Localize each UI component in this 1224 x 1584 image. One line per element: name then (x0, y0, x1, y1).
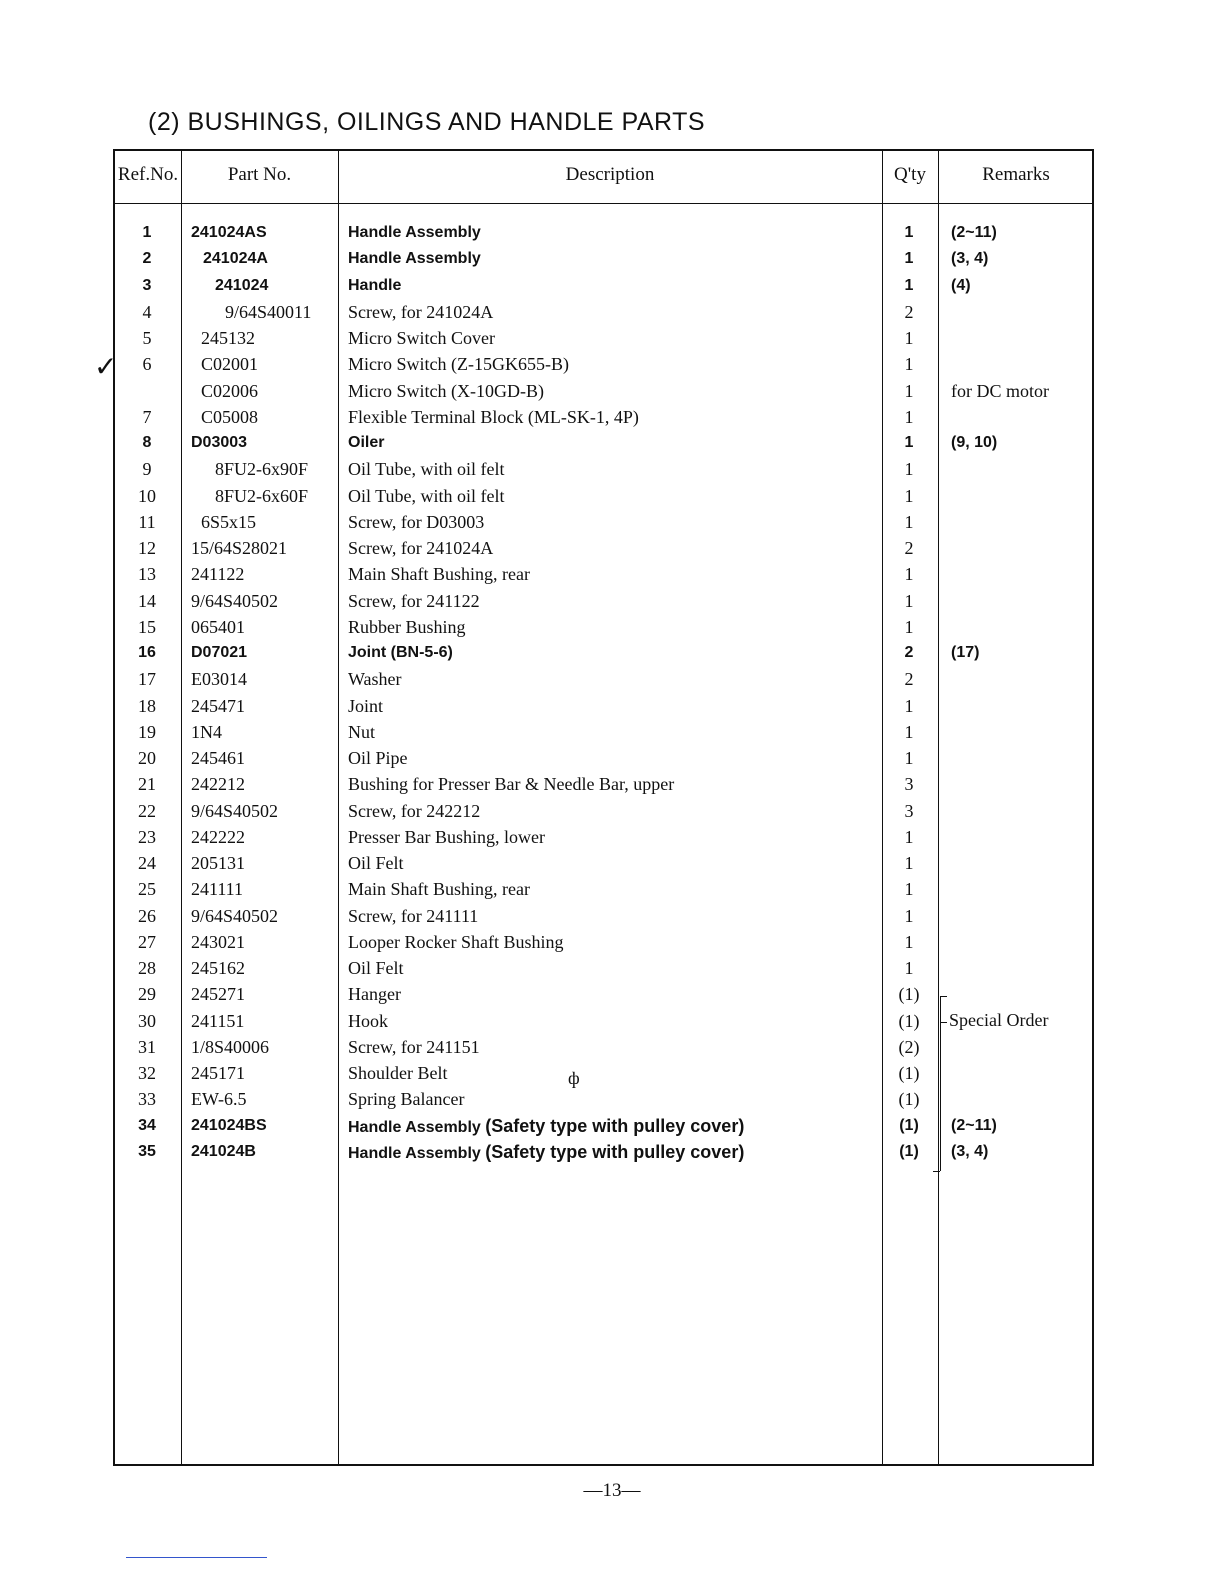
table-row (115, 745, 1092, 771)
table-row (115, 876, 1092, 902)
description-text: Oil Felt (348, 958, 404, 978)
table-row (115, 1113, 1092, 1139)
description (348, 430, 878, 456)
description-text: Micro Switch Cover (348, 328, 495, 348)
part-number: 241151 (191, 1010, 245, 1031)
description-text: Hook (348, 1010, 388, 1031)
ref-number: 25 (138, 879, 156, 900)
quantity: 3 (904, 800, 914, 821)
ref-number: 3 (142, 276, 152, 294)
description-text: Screw, for D03003 (348, 511, 485, 532)
part-number: 9/64S40502 (191, 590, 279, 611)
ref-number: 34 (138, 1116, 156, 1134)
part-number: 241024BS (191, 1116, 267, 1134)
remarks (951, 614, 1091, 640)
description-text: Oil Tube, with oil felt (348, 485, 505, 506)
remarks (951, 561, 1091, 587)
description (348, 640, 878, 666)
remarks (951, 745, 1091, 771)
remarks (951, 876, 1091, 902)
table-row (115, 719, 1092, 745)
table-row (115, 404, 1092, 430)
description-text: Micro Switch (X-10GD-B) (348, 380, 544, 401)
ref-number: 30 (138, 1010, 156, 1031)
part-number: 8FU2-6x90F (215, 459, 309, 480)
table-row (115, 1086, 1092, 1112)
remarks (951, 325, 1091, 351)
description-text: Main Shaft Bushing, rear (348, 879, 530, 900)
ref-number: 11 (138, 511, 156, 532)
description-text: Oil Pipe (348, 748, 408, 768)
description (348, 456, 878, 482)
ref-number: 16 (138, 644, 156, 661)
ref-number: 2 (142, 250, 152, 268)
bracket-tick (940, 1022, 947, 1023)
table-row (115, 456, 1092, 482)
remarks (951, 824, 1091, 850)
part-number: 245471 (191, 695, 245, 716)
table-row (115, 1008, 1092, 1034)
remarks (951, 509, 1091, 535)
description-text: Joint (348, 695, 384, 716)
description-text: Screw, for 242212 (348, 800, 481, 821)
description (348, 509, 878, 535)
remarks (951, 719, 1091, 745)
table-row (115, 666, 1092, 692)
ref-number: 31 (138, 1036, 156, 1057)
description (348, 666, 878, 692)
quantity: 1 (904, 616, 914, 637)
ref-number: 26 (138, 905, 156, 926)
quantity: 1 (904, 748, 914, 768)
description-text: Hanger (348, 984, 401, 1005)
part-number: 065401 (191, 616, 245, 637)
remarks (951, 1060, 1091, 1086)
table-row (115, 1060, 1092, 1086)
part-number: D07021 (191, 644, 248, 661)
remarks: (9, 10) (951, 434, 998, 451)
header-part: Part No. (227, 164, 292, 185)
description (348, 876, 878, 902)
quantity: 1 (904, 931, 914, 952)
ref-number: 14 (138, 590, 156, 611)
description-text: Screw, for 241024A (348, 301, 494, 322)
description (348, 273, 878, 299)
quantity: 1 (904, 406, 914, 427)
ref-number: 10 (138, 485, 156, 506)
quantity: 1 (904, 695, 914, 716)
quantity: (1) (898, 1089, 920, 1110)
description (348, 325, 878, 351)
remarks (951, 850, 1091, 876)
part-number: D03003 (191, 434, 248, 451)
description-text: Spring Balancer (348, 1089, 465, 1110)
ref-number: 27 (138, 931, 156, 952)
description-text: Nut (348, 721, 375, 742)
page-title: (2) BUSHINGS, OILINGS AND HANDLE PARTS (148, 108, 706, 136)
part-number: 245171 (191, 1063, 245, 1083)
description (348, 535, 878, 561)
quantity: 1 (904, 459, 914, 480)
quantity: (1) (898, 1063, 920, 1083)
ref-number: 15 (138, 616, 156, 637)
page-number: —13— (583, 1480, 641, 1501)
quantity: 1 (904, 564, 914, 585)
remarks (951, 903, 1091, 929)
part-number: 241024A (203, 250, 268, 268)
remarks: (2~11) (951, 224, 997, 241)
table-row (115, 771, 1092, 797)
quantity: 2 (904, 669, 914, 690)
remarks (951, 1034, 1091, 1060)
ref-number: 20 (138, 748, 156, 768)
description (348, 771, 878, 797)
ref-number: 32 (138, 1063, 156, 1083)
remarks (951, 404, 1091, 430)
remarks (951, 588, 1091, 614)
part-number: 241024AS (191, 224, 267, 241)
table-row (115, 903, 1092, 929)
table-row (115, 351, 1092, 377)
description-text: Joint (BN-5-6) (348, 644, 453, 661)
header-description: Description (565, 164, 655, 185)
description-text: Screw, for 241151 (348, 1036, 480, 1057)
ref-number: 5 (142, 328, 152, 348)
table-row (115, 693, 1092, 719)
table-row (115, 325, 1092, 351)
description-text: Screw, for 241122 (348, 590, 480, 611)
stray-mark-icon: ф (568, 1068, 580, 1088)
description (348, 693, 878, 719)
remarks (951, 981, 1091, 1007)
quantity: 1 (904, 485, 914, 506)
quantity: (2) (898, 1036, 920, 1057)
description-text: Micro Switch (Z-15GK655-B) (348, 354, 569, 375)
table-row (115, 220, 1092, 246)
table-row (115, 929, 1092, 955)
table-row (115, 981, 1092, 1007)
description-text: Oil Felt (348, 853, 404, 873)
part-number: 241024B (191, 1142, 256, 1160)
ref-number: 4 (142, 301, 152, 322)
ref-number: 7 (142, 406, 152, 427)
part-number: 242212 (191, 774, 245, 795)
part-number: E03014 (191, 669, 247, 690)
description-text: Handle Assembly (348, 1144, 481, 1162)
part-number: 6S5x15 (201, 511, 257, 532)
part-number: 9/64S40011 (225, 301, 312, 322)
description-text: Looper Rocker Shaft Bushing (348, 931, 564, 952)
description (348, 1060, 878, 1086)
quantity: 1 (904, 590, 914, 611)
description-text: Handle Assembly (348, 224, 481, 241)
ref-number: 19 (138, 721, 156, 742)
description (348, 246, 878, 272)
remarks (951, 798, 1091, 824)
description-text: Screw, for 241024A (348, 538, 494, 558)
part-number: C02006 (201, 380, 259, 401)
part-number: 245132 (201, 328, 255, 348)
description (348, 798, 878, 824)
description (348, 614, 878, 640)
quantity: 1 (904, 853, 914, 873)
ref-number: 18 (138, 695, 156, 716)
description (348, 981, 878, 1007)
remarks: (17) (951, 644, 980, 661)
remarks (951, 535, 1091, 561)
remarks (951, 955, 1091, 981)
remarks: (2~11) (951, 1116, 997, 1134)
part-number: 8FU2-6x60F (215, 485, 309, 506)
quantity: 1 (904, 958, 914, 978)
table-row (115, 614, 1092, 640)
remarks (951, 771, 1091, 797)
description (348, 1113, 878, 1139)
table-row (115, 1034, 1092, 1060)
part-number: 205131 (191, 853, 245, 873)
quantity: 1 (904, 721, 914, 742)
ref-number: 23 (138, 826, 156, 847)
description (348, 824, 878, 850)
table-row (115, 246, 1092, 272)
header-divider (115, 203, 1092, 204)
table-row (115, 430, 1092, 456)
remarks: (3, 4) (951, 1142, 989, 1160)
part-number: 245461 (191, 748, 245, 768)
part-number: 241122 (191, 564, 245, 585)
part-number: 241024 (215, 276, 269, 294)
ref-number: 21 (138, 774, 156, 795)
remarks (951, 456, 1091, 482)
ref-number: 1 (142, 224, 152, 241)
ref-number: 35 (138, 1142, 156, 1160)
ref-number: 8 (142, 434, 152, 451)
remarks (951, 483, 1091, 509)
table-row (115, 1139, 1092, 1165)
table-row (115, 955, 1092, 981)
table-row (115, 561, 1092, 587)
ref-number: 22 (138, 800, 156, 821)
quantity: 2 (904, 301, 914, 322)
description (348, 719, 878, 745)
table-row (115, 273, 1092, 299)
description (348, 220, 878, 246)
header-qty: Q'ty (894, 164, 926, 185)
quantity: 2 (904, 644, 914, 661)
description (348, 955, 878, 981)
table-row (115, 299, 1092, 325)
ref-number (115, 378, 179, 404)
ref-number: 13 (138, 564, 156, 585)
ref-number: 28 (138, 958, 156, 978)
description-text: Handle Assembly (348, 1118, 481, 1136)
remarks (951, 929, 1091, 955)
description (348, 351, 878, 377)
ref-number: 33 (138, 1089, 156, 1110)
description (348, 561, 878, 587)
ref-number: 9 (142, 459, 152, 480)
table-row (115, 640, 1092, 666)
description-text: Screw, for 241111 (348, 905, 479, 926)
remarks (951, 666, 1091, 692)
part-number: 242222 (191, 826, 245, 847)
quantity: 1 (904, 905, 914, 926)
parts-table (113, 149, 1094, 1466)
description (348, 850, 878, 876)
description (348, 1139, 878, 1165)
quantity: 1 (904, 434, 914, 451)
remarks (951, 351, 1091, 377)
remarks: (3, 4) (951, 250, 989, 268)
table-row (115, 850, 1092, 876)
quantity: 1 (904, 354, 914, 375)
header-remarks: Remarks (982, 164, 1050, 185)
description (348, 1034, 878, 1060)
description (348, 1086, 878, 1112)
description (348, 588, 878, 614)
remarks (951, 693, 1091, 719)
quantity: 1 (904, 879, 914, 900)
description-note: (Safety type with pulley cover) (485, 1115, 745, 1136)
description-text: Handle Assembly (348, 250, 481, 268)
part-number: C02001 (201, 354, 259, 375)
description-note: (Safety type with pulley cover) (485, 1141, 745, 1162)
ref-number: 6 (142, 354, 152, 375)
table-row (115, 798, 1092, 824)
quantity: 2 (904, 538, 914, 558)
table-row (115, 378, 1092, 404)
remarks: for DC motor (951, 380, 1049, 401)
quantity: 1 (904, 276, 914, 294)
footer-rule (126, 1557, 267, 1558)
quantity: 1 (904, 380, 914, 401)
description (348, 745, 878, 771)
part-number: 1N4 (191, 721, 222, 742)
table-row (115, 824, 1092, 850)
check-mark-icon: ✓ (94, 350, 118, 383)
bracket-tick (940, 996, 947, 997)
remarks (951, 1086, 1091, 1112)
part-number: C05008 (201, 406, 259, 427)
description (348, 929, 878, 955)
description-text: Oiler (348, 434, 385, 451)
ref-number: 12 (138, 538, 156, 558)
quantity: 1 (904, 511, 914, 532)
description-text: Presser Bar Bushing, lower (348, 826, 545, 847)
part-number: 15/64S28021 (191, 538, 288, 558)
remarks: (4) (951, 276, 971, 294)
description (348, 1008, 878, 1034)
table-row (115, 483, 1092, 509)
quantity: (1) (898, 984, 920, 1005)
description-text: Flexible Terminal Block (ML-SK-1, 4P) (348, 406, 639, 427)
part-number: 1/8S40006 (191, 1036, 270, 1057)
description (348, 404, 878, 430)
description-text: Washer (348, 669, 402, 690)
part-number: 245271 (191, 984, 245, 1005)
quantity: (1) (898, 1010, 920, 1031)
part-number: 241111 (191, 879, 243, 900)
quantity: (1) (899, 1116, 919, 1134)
quantity: 1 (904, 250, 914, 268)
description (348, 378, 878, 404)
table-row (115, 588, 1092, 614)
quantity: 1 (904, 328, 914, 348)
part-number: 245162 (191, 958, 245, 978)
description-text: Rubber Bushing (348, 616, 466, 637)
special-order-label: Special Order (949, 1010, 1049, 1030)
bracket-tick (933, 1171, 940, 1172)
ref-number: 29 (138, 984, 156, 1005)
quantity: 1 (904, 826, 914, 847)
part-number: 243021 (191, 931, 245, 952)
table-row (115, 509, 1092, 535)
part-number: EW-6.5 (191, 1089, 247, 1110)
description (348, 299, 878, 325)
remarks (951, 299, 1091, 325)
ref-number: 17 (138, 669, 156, 690)
part-number: 9/64S40502 (191, 800, 279, 821)
part-number: 9/64S40502 (191, 905, 279, 926)
description (348, 483, 878, 509)
header-ref: Ref.No. (117, 164, 179, 185)
description (348, 903, 878, 929)
description-text: Handle (348, 276, 402, 294)
quantity: 1 (904, 224, 914, 241)
quantity: (1) (899, 1142, 919, 1160)
description-text: Oil Tube, with oil felt (348, 459, 505, 480)
description-text: Main Shaft Bushing, rear (348, 564, 530, 585)
quantity: 3 (904, 774, 914, 795)
description-text: Bushing for Presser Bar & Needle Bar, upper (348, 774, 675, 795)
ref-number: 24 (138, 853, 156, 873)
description-text: Shoulder Belt (348, 1063, 448, 1083)
table-row (115, 535, 1092, 561)
